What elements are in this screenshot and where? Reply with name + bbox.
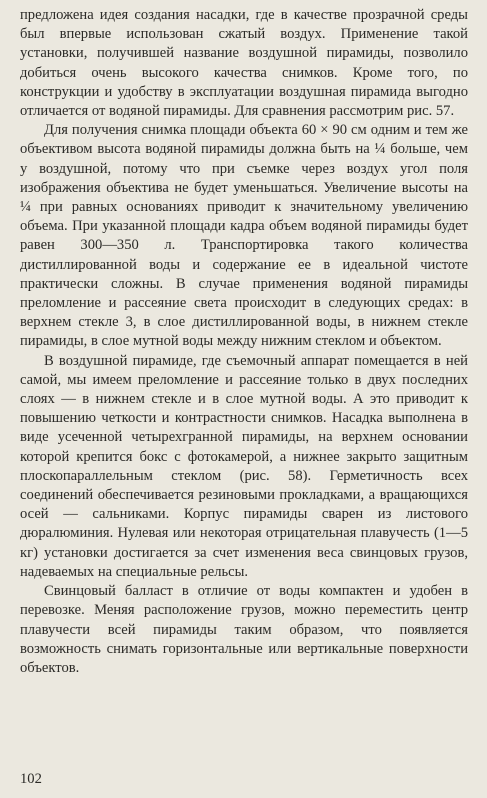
paragraph-1: предложена идея создания насадки, где в качестве прозрачной среды был впервые использован сжатый воздух. Применение такой установки, получившей название воздушной пирамиды, позволило добиться очень высокого качества снимков. Кроме того, по конструкции и удобству в эксплуатации воздушная пирамида выгодно отличается от водяной пирамиды. Для сравнения рассмотрим рис. 57.: [20, 7, 468, 120]
paragraph-4: Свинцовый балласт в отличие от воды компактен и удобен в перевозке. Меняя расположение грузов, можно переместить центр плавучести всей пирамиды таким образом, что появляется возможность снимать горизонтальные или вертикальные поверхности объектов.: [20, 583, 468, 676]
body-text: [20, 6, 468, 678]
paragraph-3: В воздушной пирамиде, где съемочный аппарат помещается в ней самой, мы имеем преломление и рассеяние только в двух последних слоях — в нижнем стекле и в слое мутной воды. А это приводит к повышению четкости и контрастности снимков. Насадка выполнена в виде усеченной четырехгранной пирамиды, на верхнем основании которой крепится бокс с фотокамерой, а нижнее закрыто защитным плоскопараллельным стеклом (рис. 58). Герметичность всех соединений обеспечивается резиновыми прокладками, а вращающихся осей — сальниками. Корпус пирамиды сварен из листового дюралюминия. Нулевая или некоторая отрицательная плавучесть (1—5 кг) установки достигается за счет изменения веса свинцовых грузов, надеваемых на специальные рельсы.: [20, 352, 468, 580]
paragraph-2: Для получения снимка площади объекта 60 × 90 см одним и тем же объективом высота водяной пирамиды должна быть на ¼ больше, чем у воздушной, потому что при съемке через воздух угол поля изображения объектива не будет уменьшаться. Увеличение высоты на ¼ при равных основаниях приводит к значительному увеличению объема. При указанной площади кадра объем водяной пирамиды будет равен 300—350 л. Транспортировка такого количества дистиллированной воды и содержание ее в идеальной чистоте практически сложны. В случае применения водяной пирамиды преломление и рассеяние света происходит в следующих средах: в верхнем стекле 3, в слое дистиллированной воды, в нижнем стекле пирамиды, в слое мутной воды между нижним стеклом и объектом.: [20, 122, 468, 350]
page-number: 102: [20, 771, 42, 787]
